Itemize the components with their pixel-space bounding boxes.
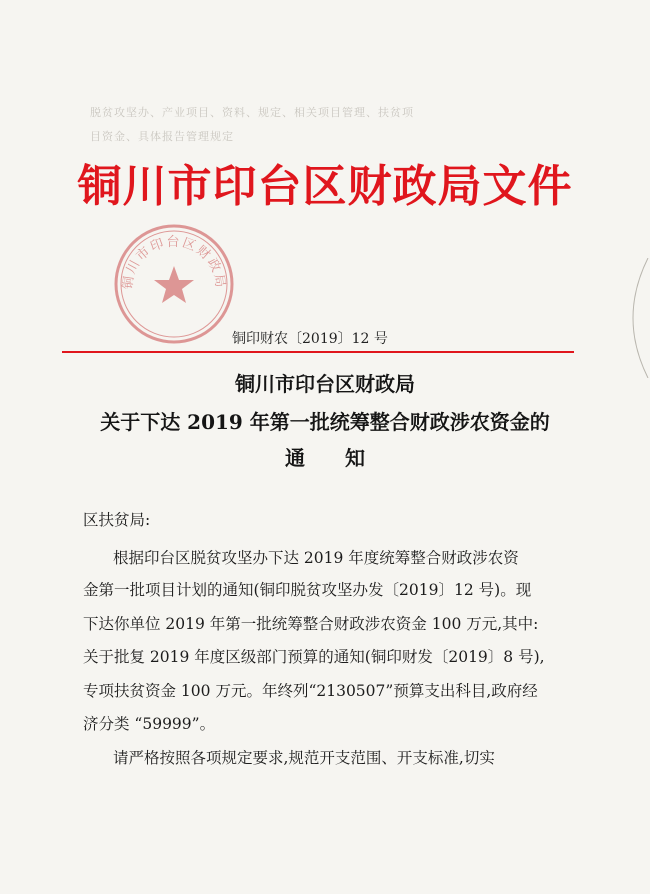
- document-masthead: 铜川市印台区财政局文件: [77, 161, 573, 212]
- show-through-text-1: 脱贫攻坚办、产业项目、资料、规定、相关项目管理、扶贫项: [90, 106, 414, 119]
- official-seal-icon: [112, 222, 236, 346]
- salutation: 区扶贫局:: [83, 511, 151, 529]
- red-divider-line: [62, 351, 574, 353]
- body-line: 金第一批项目计划的通知(铜印脱贫攻坚办发〔2019〕12 号)。现: [83, 581, 532, 599]
- title-issuer: 铜川市印台区财政局: [235, 372, 415, 396]
- body-line: 济分类 “59999”。: [83, 715, 216, 733]
- title-subject: 关于下达 2019 年第一批统筹整合财政涉农资金的: [100, 410, 550, 434]
- show-through-text-2: 目资金、具体报告管理规定: [90, 130, 234, 143]
- body-line: 下达你单位 2019 年第一批统筹整合财政涉农资金 100 万元,其中:: [83, 615, 539, 633]
- title-notice: 通知: [285, 446, 405, 470]
- body-line: 专项扶贫资金 100 万元。年终列“2130507”预算支出科目,政府经: [83, 682, 538, 700]
- body-line: 关于批复 2019 年度区级部门预算的通知(铜印财发〔2019〕8 号),: [83, 648, 545, 666]
- seal-text: 铜川市印台区财政局: [120, 235, 228, 291]
- document-number: 铜印财农〔2019〕12 号: [232, 331, 388, 347]
- body-line: 请严格按照各项规定要求,规范开支范围、开支标准,切实: [113, 749, 495, 767]
- binding-hole-mark-icon: [610, 258, 650, 378]
- body-line: 根据印台区脱贫攻坚办下达 2019 年度统筹整合财政涉农资: [113, 549, 519, 567]
